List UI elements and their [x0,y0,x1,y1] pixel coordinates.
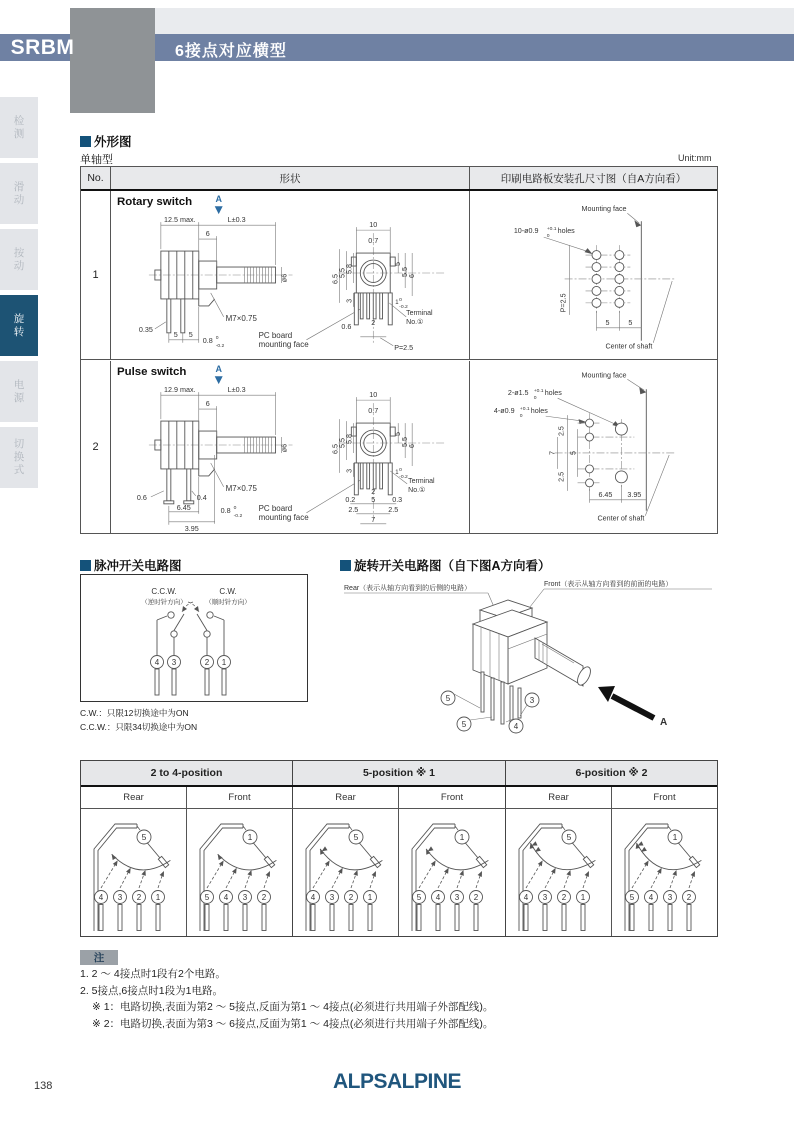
svg-text:-0.2: -0.2 [233,512,243,519]
dim-label: 0.7 [368,407,379,416]
sidebar-tab-6[interactable]: 切 换 式 [0,427,38,488]
sidebar-tab-4[interactable]: 旋 转 [0,295,38,356]
terminal-number: 2 [686,893,692,902]
svg-text:-0.2: -0.2 [215,342,225,349]
hole-spec-label: 10-ø0.9 [513,227,539,236]
page-title: 6接点对应横型 [175,43,287,60]
terminal-number: 3 [171,658,177,667]
rotary-3d-view [340,574,720,744]
svg-text:mounting face: mounting face [258,512,309,522]
outline-table-header [81,167,717,191]
hole-spec-label: 4-ø0.9 [493,407,515,416]
dim-label: 2.5 [557,471,566,482]
model-name: SRBM [10,36,75,59]
dim-label: M7×0.75 [225,483,257,493]
positions-table [80,760,718,937]
dim-label: 5.5 [401,437,410,448]
hole-spec-label: 2-ø1.5 [507,389,529,398]
pin-number: 3 [529,696,535,705]
svg-text:No.①: No.① [408,486,426,494]
row1-shape-cell [111,191,470,359]
dim-label: 6.45 [598,490,613,499]
svg-text:0: 0 [399,296,402,303]
dim-label: L±0.3 [227,386,246,395]
position-cell-6 [612,809,718,936]
row1-pcb-cell [470,191,717,359]
svg-text:0: 0 [233,504,237,511]
group-6pos: 6-position ※ 2 [575,767,648,779]
svg-text:-0.2: -0.2 [399,303,408,310]
svg-text:（顺时针方向）: （顺时针方向） [205,599,251,606]
terminal-number: 4 [154,658,160,667]
dim-label: 6 [205,400,210,409]
row2-no: 2 [81,361,111,533]
mounting-face-label: Mounting face [581,205,627,214]
terminal-number: 4 [98,893,104,902]
position-cell-3 [293,809,399,936]
svg-text:mounting face: mounting face [258,339,309,349]
dim-label: 0.6 [136,493,147,502]
pulse-circuit-heading: 脉冲开关电路图 [80,556,182,574]
note-line-1: 1. 2 ～ 4接点时1段有2个电路。 [80,968,226,980]
svg-text:（逆时针方向）: （逆时针方向） [141,599,187,606]
position-cell-2 [187,809,293,936]
heading-square-icon [340,560,351,571]
dim-label: 7 [371,515,376,524]
sidebar [0,0,38,1123]
terminal-number: 2 [348,893,354,902]
dim-label: 5.5 [401,267,410,278]
row1-no: 1 [81,191,111,359]
note-line-3: ※ 1：电路切换,表面为第2 ～ 5接点,反面为第1 ～ 4接点(必须进行共用端子外部配线)。 [92,1001,494,1013]
dim-label: P=2.5 [394,343,414,352]
svg-text:0: 0 [519,414,523,420]
dim-label: 6 [205,230,210,239]
pin-number: 4 [513,722,519,731]
dim-label: 5 [188,330,193,339]
svg-text:+0.1: +0.1 [533,389,544,395]
dim-label: 6.5 [331,273,340,284]
svg-text:0: 0 [546,234,550,240]
common-terminal-number: 5 [353,832,359,842]
group-2to4: 2 to 4-position [81,761,293,785]
common-terminal-number: 5 [141,832,147,842]
common-terminal-number: 5 [566,832,572,842]
note-line-4: ※ 2：电路切换,表面为第3 ～ 6接点,反面为第1 ～ 4接点(必须进行共用端子外部配线)。 [92,1017,494,1030]
terminal-number: 3 [242,893,248,902]
terminal-number: 1 [580,893,586,902]
dim-label: 2 [371,487,376,496]
alps-alpine-logo: ALPSALPINE [332,1070,462,1093]
center-of-shaft-label: Center of shaft [597,514,645,523]
terminal-number: 2 [261,893,267,902]
pcb-mounting-face-label: PC board [258,330,293,340]
notes-list [80,966,700,1032]
terminal-number: 5 [204,893,210,902]
position-diagram-4 [399,809,505,936]
position-diagram-2 [187,809,293,936]
dim-label: 1 [395,469,399,476]
sub-front: Front [187,787,293,808]
table-row-1 [81,191,717,360]
dim-label: 5 [394,432,403,437]
mounting-face-label: Mounting face [581,371,627,380]
dim-label: 5.5 [338,438,347,449]
group-5pos: 5-position ※ 1 [293,761,506,785]
dim-label: M7×0.75 [225,313,257,323]
terminal-number: 2 [136,893,142,902]
axis-a-label: A [215,194,222,205]
sub-front: Front [653,792,676,803]
model-box [70,8,155,113]
dim-label: 3.95 [184,524,199,533]
dim-label: 6 [408,444,417,449]
dim-label: 0.8 [202,336,213,345]
terminal-number: 5 [629,893,635,902]
common-terminal-number: 1 [459,832,465,842]
terminal-no-label: Terminal [406,309,433,317]
svg-text:holes: holes [544,389,562,398]
dim-label: 2.5 [348,505,359,514]
terminal-number: 1 [155,893,161,902]
terminal-number: 3 [454,893,460,902]
unit-label: Unit:mm [678,153,712,163]
heading-square-icon [80,136,91,147]
rotary-circuit-heading: 旋转开关电路图（自下图A方向看） [340,556,551,574]
dim-label: 3 [345,298,354,303]
dim-label: ø6 [280,273,289,283]
position-diagram-6 [612,809,718,936]
terminal-number: 5 [416,893,422,902]
sub-rear: Rear [293,787,399,808]
cw-label: C.W. [219,587,237,596]
sub-rear: Rear [81,787,187,808]
pcb-mounting-face-label: PC board [258,503,293,513]
pin-number: 5 [445,694,451,703]
sidebar-tab-3[interactable]: 按 动 [0,229,38,290]
sub-rear: Rear [506,787,612,808]
dim-label: 1 [395,299,399,306]
terminal-number: 4 [435,893,441,902]
dim-label: 2.5 [388,505,399,514]
dim-label: 5.8 [345,264,354,275]
col-no: No. [81,167,111,189]
dim-label: 10 [369,221,378,230]
dim-label: 0.7 [368,237,379,246]
positions-body [81,809,717,936]
dim-label: 5.8 [345,434,354,445]
svg-text:+0.1: +0.1 [546,227,557,233]
rear-label: Rear（表示从轴方向看到的后侧的电路） [344,585,472,592]
dim-label: 5 [173,330,178,339]
positions-sub-header [81,787,717,809]
position-cell-1 [81,809,187,936]
rotary-hole-pattern-drawing [470,191,717,359]
outline-table [80,166,718,534]
col-shape: 形状 [111,167,470,189]
position-cell-5 [506,809,612,936]
terminal-no-label: Terminal [408,477,435,485]
pulse-note-ccw: C.C.W.：只限34切换途中为ON [80,722,198,732]
terminal-number: 4 [648,893,654,902]
table-row-2 [81,361,717,533]
terminal-number: 3 [117,893,123,902]
dim-label: 12.5 max. [164,216,196,225]
row2-pcb-cell [470,361,717,533]
axis-a-label: A [660,717,668,728]
terminal-number: 3 [667,893,673,902]
rotary-switch-drawing [111,191,470,359]
terminal-number: 4 [223,893,229,902]
dim-label: 5 [628,318,633,327]
svg-text:-0.2: -0.2 [399,473,408,480]
svg-text:holes: holes [530,407,548,416]
dim-label: 12.9 max. [164,386,196,395]
positions-group-header [81,761,717,787]
pulse-circuit-diagram [80,574,308,702]
axis-a-label: A [215,364,222,375]
center-of-shaft-label: Center of shaft [605,342,653,351]
ccw-label: C.C.W. [151,587,177,596]
axis-a-arrow-icon [215,206,223,214]
axis-a-arrow-icon [215,376,223,384]
pulse-note-cw: C.W.：只限12切换途中为ON [80,708,189,718]
note-line-2: 2. 5接点,6接点时1段为1电路。 [80,984,223,997]
svg-text:0: 0 [399,466,402,473]
dim-label: 6.5 [331,444,340,454]
position-diagram-1 [81,809,187,936]
terminal-number: 4 [523,893,529,902]
position-diagram-5 [506,809,612,936]
dim-label: 5.5 [338,268,347,278]
svg-text:holes: holes [557,227,575,236]
dim-label: 0.2 [345,495,356,504]
col-pcb: 印刷电路板安装孔尺寸图（自A方向看） [500,172,687,185]
position-diagram-3 [293,809,399,936]
dim-label: 5 [569,450,578,455]
front-label: Front（表示从轴方向看到的前面的电路） [544,581,673,588]
dim-label: 2.5 [557,426,566,437]
terminal-number: 2 [561,893,567,902]
pin-number: 5 [461,720,467,729]
sidebar-tab-2[interactable]: 滑 动 [0,163,38,224]
dim-label: 0.4 [196,493,207,502]
dim-label: 5 [394,262,403,267]
terminal-number: 3 [329,893,335,902]
pulse-switch-drawing [111,361,470,533]
dim-label: 5 [371,495,376,504]
drawing-title: Pulse switch [116,366,187,379]
terminal-number: 3 [542,893,548,902]
outline-heading: 外形图 [80,132,132,150]
common-terminal-number: 1 [247,832,253,842]
dim-label: 3.95 [627,490,642,499]
position-cell-4 [399,809,506,936]
dim-label: 0.3 [392,495,403,504]
heading-square-icon [80,560,91,571]
pulse-hole-pattern-drawing [470,361,717,533]
dim-label: 10 [369,391,378,400]
terminal-number: 4 [310,893,316,902]
terminal-number: 2 [204,658,210,667]
drawing-title: Rotary switch [116,196,193,209]
dim-label: 6 [408,273,417,278]
outline-subheading: 单轴型 [80,154,113,166]
dim-label: 0.35 [138,325,153,334]
svg-text:+0.1: +0.1 [519,407,530,413]
svg-text:No.①: No.① [406,318,424,326]
svg-text:0: 0 [533,396,537,402]
common-terminal-number: 1 [672,832,678,842]
sidebar-tab-1[interactable]: 检 测 [0,97,38,158]
dim-label: 0.6 [341,322,352,331]
header-strip [70,8,794,34]
dim-label: L±0.3 [227,216,246,225]
terminal-number: 2 [473,893,479,902]
row2-shape-cell [111,361,470,533]
dim-label: 0.8 [220,506,231,515]
dim-label: 5 [605,318,610,327]
dim-label: 6.45 [176,503,191,512]
dim-label: 7 [548,450,557,455]
svg-text:0: 0 [215,334,219,341]
sidebar-tab-5[interactable]: 电 源 [0,361,38,422]
dim-label: 3 [345,468,354,473]
dim-label: ø6 [280,443,289,453]
page-number: 138 [34,1080,53,1092]
dim-label: P=2.5 [559,293,568,313]
note-badge: 注 [80,950,118,965]
dim-label: 2 [371,318,376,327]
terminal-number: 1 [221,658,227,667]
terminal-number: 1 [367,893,373,902]
sub-front: Front [399,787,506,808]
